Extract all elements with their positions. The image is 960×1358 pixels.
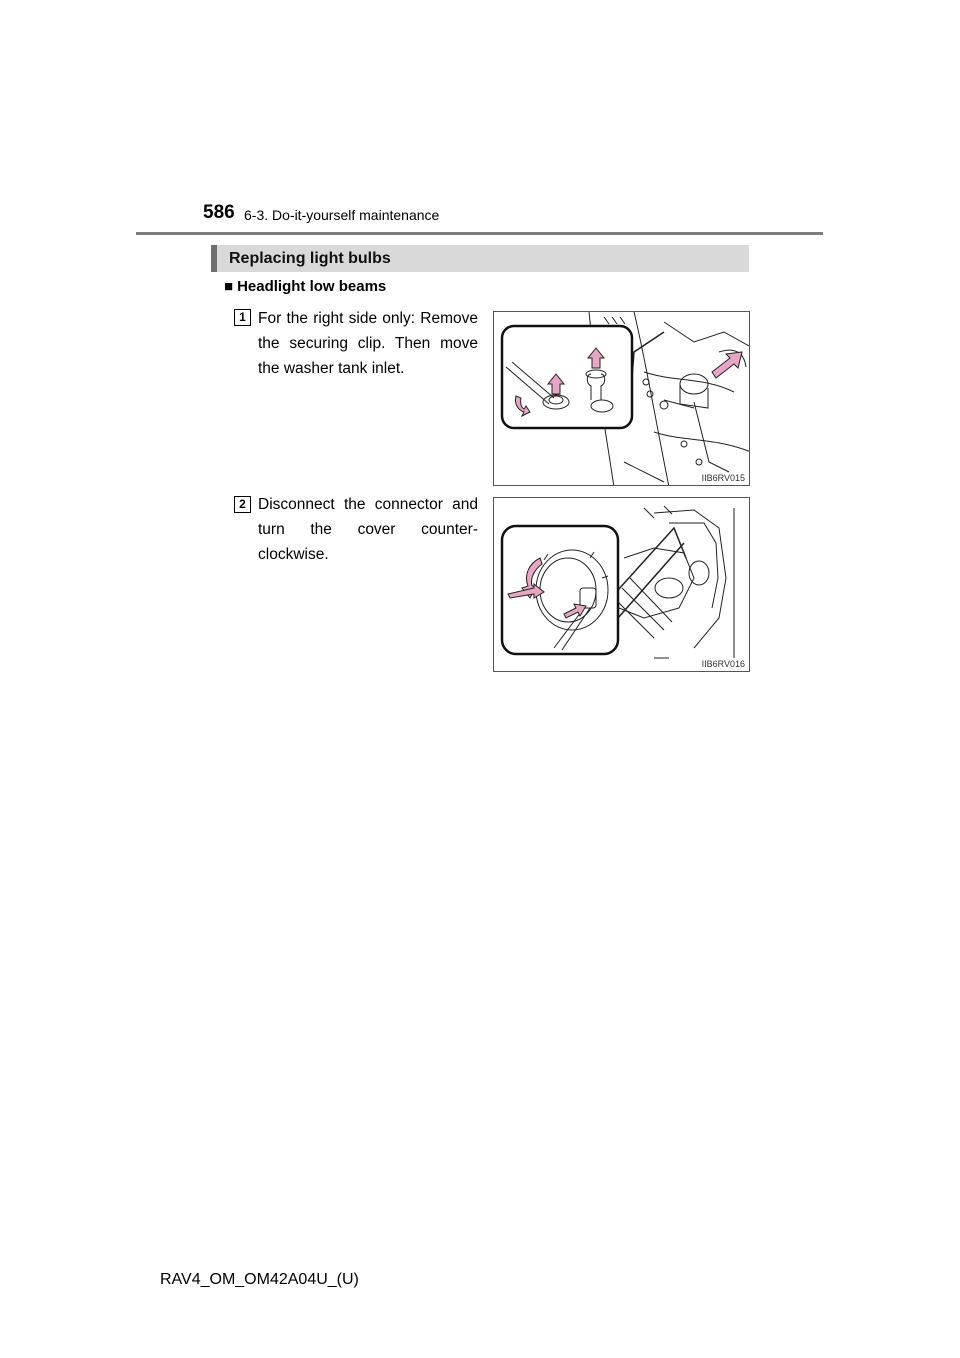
illustration-washer-inlet — [494, 312, 750, 486]
step-badge-1: 1 — [234, 309, 251, 326]
figure-code: IIB6RV016 — [701, 659, 745, 669]
section-title: Replacing light bulbs — [229, 250, 391, 267]
square-bullet-icon: ■ — [224, 278, 234, 295]
header-rule — [136, 232, 823, 235]
subheading — [224, 278, 386, 295]
step-2-text: Disconnect the connector and turn the cover counter-clockwise. — [258, 496, 478, 563]
step-badge-2: 2 — [234, 496, 251, 513]
step-1-text: For the right side only: Remove the securing clip. Then move the washer tank inlet. — [258, 310, 478, 377]
figure-remove-clip — [493, 311, 750, 486]
figure-code: IIB6RV015 — [701, 473, 745, 483]
subheading-text: Headlight low beams — [237, 278, 387, 295]
figure-disconnect-connector — [493, 497, 750, 672]
section-title-bar — [211, 245, 749, 272]
document-footer-code: RAV4_OM_OM42A04U_(U) — [160, 1271, 359, 1288]
illustration-headlight-cover — [494, 498, 750, 672]
page-number: 586 — [203, 202, 235, 223]
chapter-section-label: 6-3. Do-it-yourself maintenance — [244, 207, 440, 223]
